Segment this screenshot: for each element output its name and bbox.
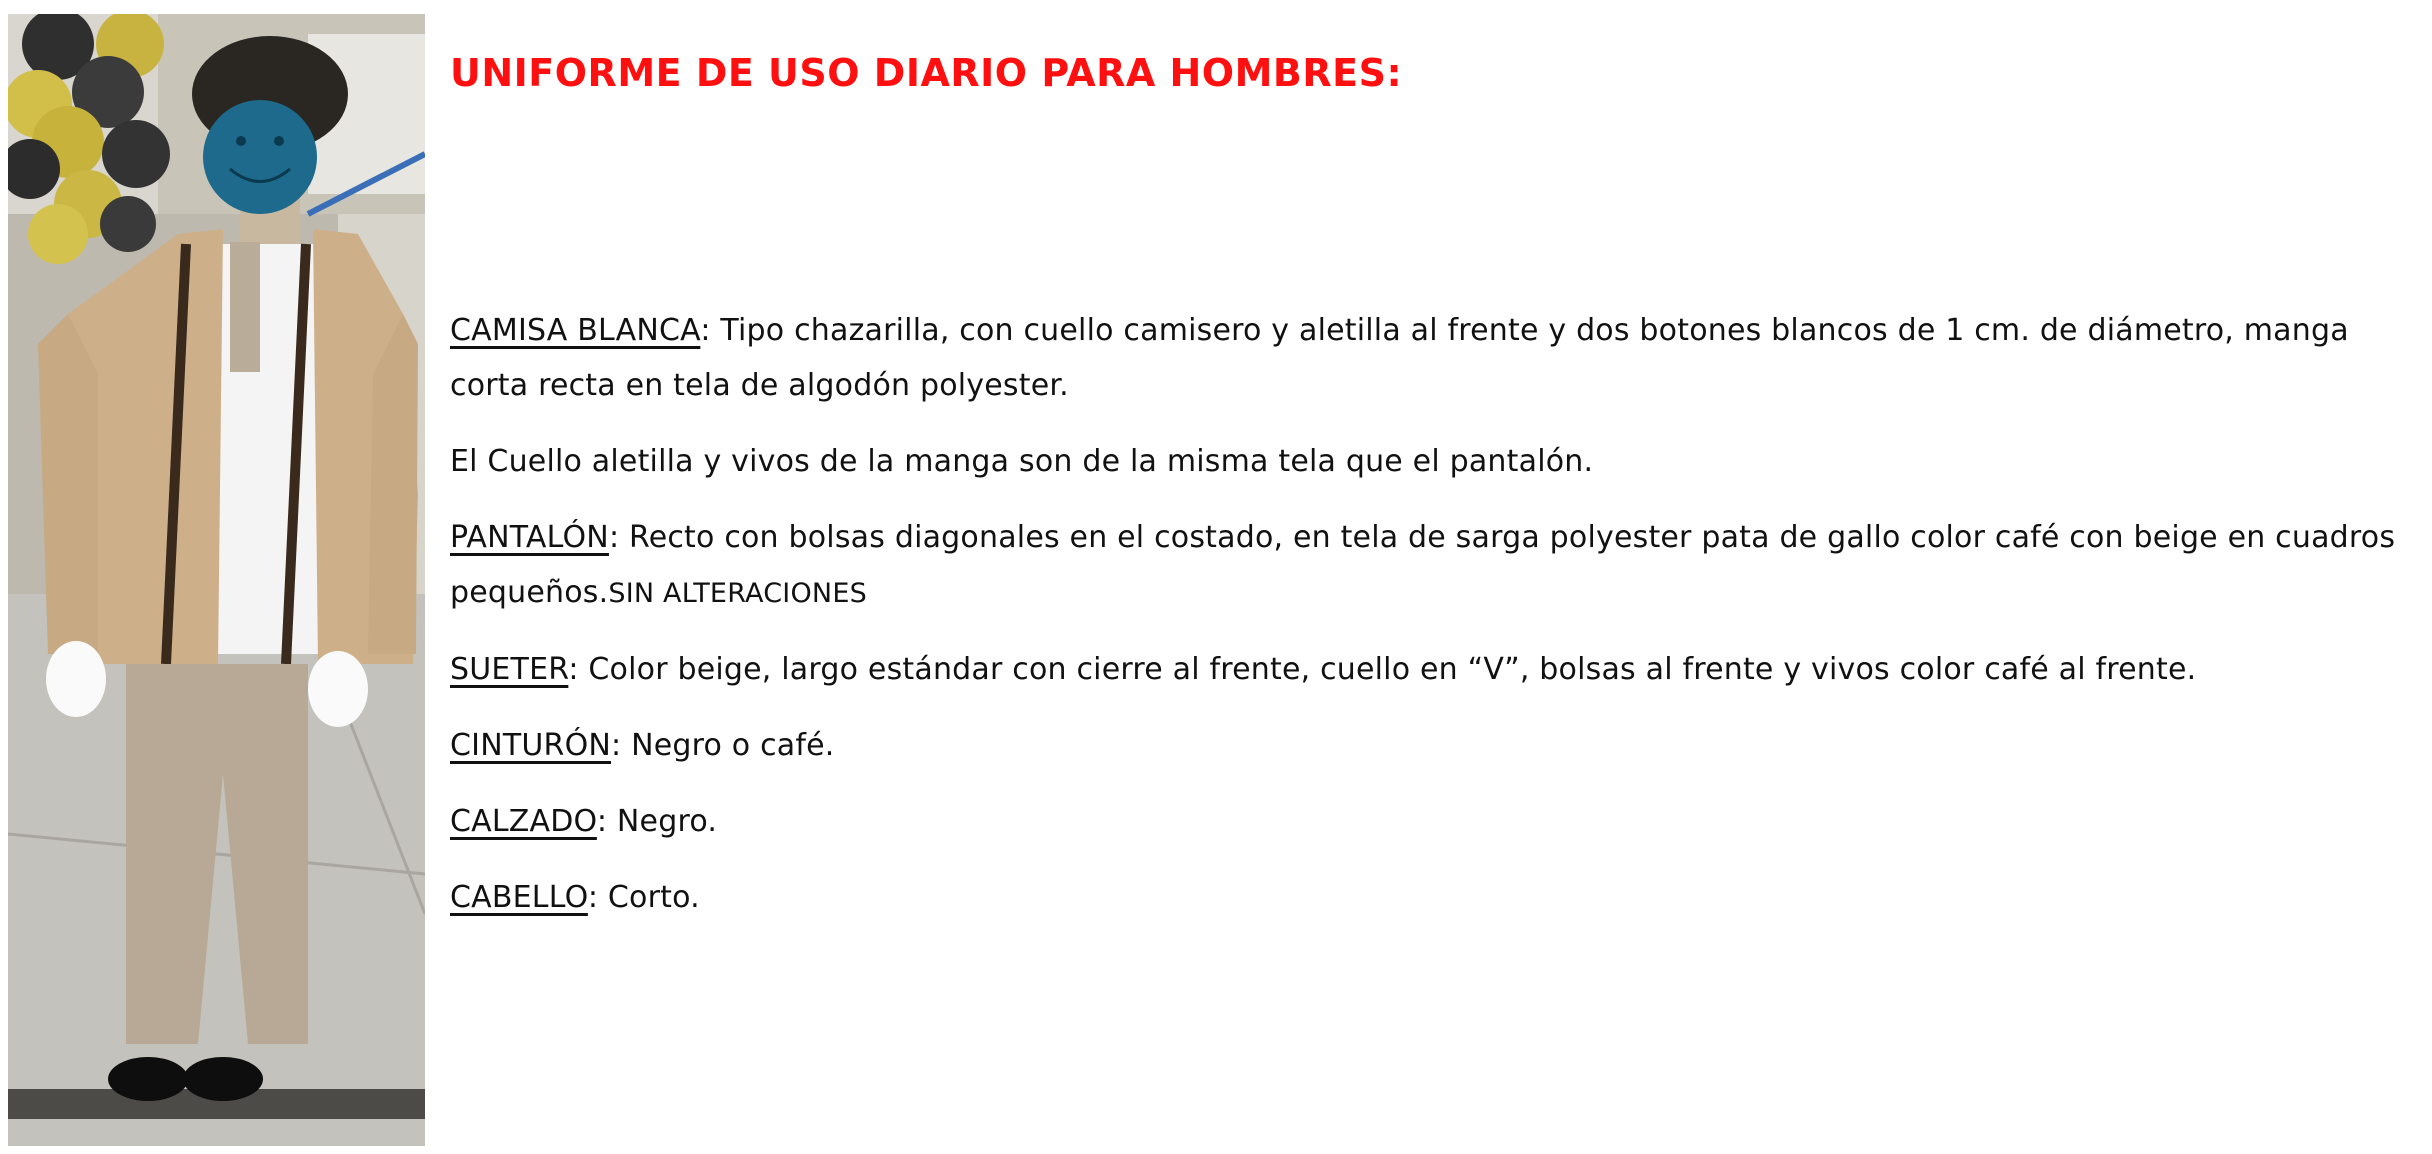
balloons <box>8 14 170 264</box>
section-camisa <box>450 303 2425 413</box>
note-sin-alteraciones: SIN ALTERACIONES <box>608 578 867 609</box>
text-pantalon: : Recto con bolsas diagonales en el costado, en tela de sarga polyester pata de gallo color café con beige en cuadros pequeños. <box>450 520 2396 610</box>
section-pantalon <box>450 510 2425 621</box>
term-sueter: SUETER <box>450 652 569 687</box>
section-cinturon <box>450 718 2425 773</box>
term-calzado: CALZADO <box>450 804 597 839</box>
term-cabello: CABELLO <box>450 880 588 915</box>
text-cabello: : Corto. <box>587 880 700 915</box>
term-cinturon: CINTURÓN <box>450 728 612 763</box>
section-cuello <box>450 434 2425 489</box>
text-camisa: : Tipo chazarilla, con cuello camisero y aletilla al frente y dos botones blancos de 1 cm. de diámetro, manga corta recta en tela de algodón polyester. <box>450 313 2349 403</box>
uniform-description <box>450 30 2425 925</box>
term-camisa: CAMISA BLANCA <box>450 313 701 348</box>
text-cuello: El Cuello aletilla y vivos de la manga son de la misma tela que el pantalón. <box>450 444 1594 479</box>
section-calzado <box>450 794 2425 849</box>
uniform-photo <box>8 14 425 1146</box>
page-title: UNIFORME DE USO DIARIO PARA HOMBRES: <box>450 51 1403 95</box>
term-pantalon: PANTALÓN <box>450 520 609 555</box>
section-sueter <box>450 642 2425 697</box>
smiley-face-icon <box>203 100 317 214</box>
text-calzado: : Negro. <box>596 804 718 839</box>
section-cabello <box>450 870 2425 925</box>
text-cinturon: : Negro o café. <box>611 728 835 763</box>
text-sueter: : Color beige, largo estándar con cierre al frente, cuello en “V”, bolsas al frente y vivos color café al frente. <box>568 652 2197 687</box>
